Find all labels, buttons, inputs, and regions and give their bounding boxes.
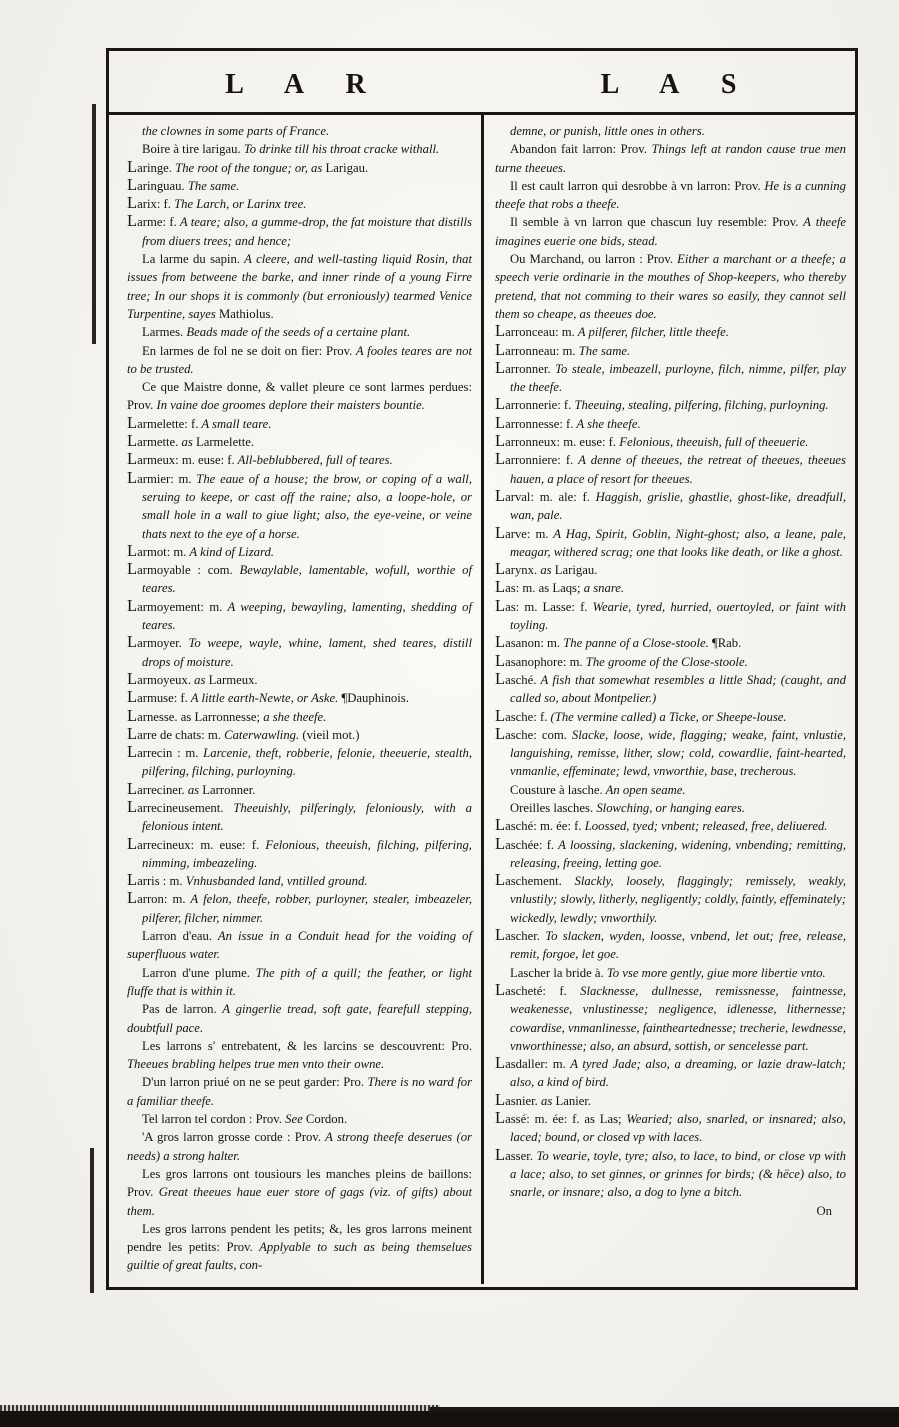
entry-gloss: A felon, theefe, robber, purloyner, stealer, imbeazeler, pilferer, filcher, nimmer. (142, 892, 472, 925)
dictionary-entry (127, 1000, 472, 1037)
entry-gloss: Slacke, loose, wide, flagging; weake, faint, vnlustie, languishing, remisse, lither, slow; cold, cowardlie, faint-hearted, vnmanlie, effeminate; lewd, vnworthie, base, trecherous. (510, 727, 846, 779)
dictionary-entry (127, 122, 472, 140)
dictionary-entry (127, 927, 472, 964)
entry-gloss: The same. (575, 343, 631, 358)
entry-gloss: A small teare. (198, 416, 272, 431)
entry-gloss: Bewaylable, lamentable, wofull, worthie of teares. (142, 563, 472, 596)
dictionary-entry (495, 177, 846, 214)
entry-gloss: Loossed, tyed; vnbent; released, free, deliuered. (581, 819, 828, 834)
entry-headword: Lasché. (495, 668, 537, 688)
entry-gloss: A fish that somewhat resembles a little Shad; (caught, and called so, about Montpelier.) (510, 672, 846, 706)
dictionary-entry (127, 213, 472, 250)
dictionary-entry (495, 595, 846, 635)
entry-headword: Larronneau: m. (495, 339, 576, 359)
entry-gloss: The root of the tongue; or, as (171, 160, 323, 175)
entry-gloss: A denne of theeues, the retreat of theeues, theeues hauen, a place of resort for theeues. (510, 453, 846, 486)
entry-headword: Abandon fait larron: Prov. (510, 142, 647, 157)
entry-gloss: A loossing, slackening, widening, vnbending; remitting, releasing, freeing, letting goe. (510, 837, 846, 870)
entry-gloss: To slacken, wyden, loosse, vnbend, let out; free, release, remit, forgoe, let goe. (510, 929, 846, 962)
entry-gloss: Wearied; also, snarled, or insnared; also, laced; bound, or closed vp with laces. (510, 1112, 846, 1145)
dictionary-entry (495, 964, 846, 982)
entry-headword: Las: m. as Laqs; (495, 577, 581, 597)
dictionary-entry (127, 467, 472, 543)
entry-headword: Las: m. Lasse: f. (495, 595, 588, 615)
entry-headword: Larmier: m. (127, 467, 192, 487)
entry-headword: Il semble à vn larron que chascun luy resemble: Prov. (510, 215, 799, 230)
entry-gloss: A gingerlie tread, soft gate, fearefull stepping, doubtfull pace. (127, 1002, 472, 1035)
entry-gloss: A Hag, Spirit, Goblin, Night-ghost; also, a leane, pale, meagar, withered scrag; one that looks like death, or like a ghost. (510, 526, 846, 559)
entry-headword: Laringe. (127, 156, 172, 176)
entry-headword: Larrecineux: m. euse: f. (127, 833, 260, 853)
dictionary-entry (495, 781, 846, 799)
entry-headword: Larmoyement: m. (127, 595, 223, 615)
dictionary-entry (127, 1165, 472, 1220)
entry-gloss: a she theefe. (260, 709, 327, 724)
entry-gloss: The Larch, or Larinx tree. (170, 197, 307, 212)
entry-headword: Lasnier. (495, 1089, 538, 1109)
dictionary-entry (127, 723, 472, 744)
entry-gloss: Great theeues haue euer store of gags (viz. of gifts) about them. (127, 1185, 472, 1218)
dictionary-entry (127, 1037, 472, 1074)
entry-gloss: The pith of a quill; the feather, or light fluffe that is within it. (127, 965, 472, 998)
entry-gloss: Caterwawling. (220, 727, 300, 742)
running-header (109, 51, 855, 115)
entry-gloss: An issue in a Conduit head for the voiding of superfluous water. (127, 929, 473, 962)
entry-gloss: To vse more gently, giue more libertie vnto. (603, 965, 826, 980)
dictionary-entry (127, 744, 472, 781)
scan-edge-artifact-bottom (90, 1148, 94, 1293)
dictionary-entry (495, 650, 846, 671)
entry-headword: Il est cault larron qui desrobbe à vn larron: Prov. (510, 178, 761, 193)
entry-gloss: There is no ward for a familiar theefe. (127, 1075, 473, 1108)
entry-headword: Larix: f. (127, 193, 171, 213)
entry-gloss: Vnhusbanded land, vntilled ground. (182, 874, 368, 889)
dictionary-entry (495, 213, 846, 250)
entry-headword: En larmes de fol ne se doit on fier: Prov. (142, 343, 353, 358)
dictionary-entry (127, 140, 472, 158)
entry-gloss: as (191, 672, 206, 687)
entry-headword: Larme: f. (127, 211, 177, 231)
dictionary-entry (127, 378, 472, 415)
entry-gloss: A teare; also, a gumme-drop, the fat moisture that distills from diuers trees; and hence; (142, 215, 472, 248)
dictionary-entry (127, 451, 472, 469)
entry-gloss: A theefe imagines euerie one bids, stead. (495, 215, 846, 248)
entry-headword: Larronnerie: f. (495, 394, 572, 414)
column-left (109, 115, 481, 1284)
entry-gloss: The eaue of a house; the brow, or coping of a wall, seruing to keepe, or cast off the raine; also, a loope-hole, or small hole in a wall to giue light; also, the eye-veine, or veine thats next to the eye of a horse. (142, 471, 472, 541)
dictionary-entry (495, 833, 846, 873)
entry-headword: Larve: m. (495, 522, 549, 542)
entry-tail: ¶Rab. (708, 636, 742, 651)
entry-headword: Larmoyer. (127, 632, 182, 652)
entry-headword: Lasser. (495, 1144, 533, 1164)
dictionary-entry (495, 668, 846, 708)
entry-headword: Lascher. (495, 925, 540, 945)
entry-headword: Tel larron tel cordon : Prov. (142, 1112, 282, 1127)
entry-headword: Larreciner. (127, 778, 185, 798)
entry-headword: Larronniere: f. (495, 449, 574, 469)
dictionary-entry (495, 140, 846, 177)
dictionary-entry (127, 561, 472, 598)
entry-gloss: A pilferer, filcher, little theefe. (574, 325, 729, 340)
dictionary-entry (495, 705, 846, 726)
dictionary-entry (495, 579, 846, 597)
dictionary-entry (495, 1089, 846, 1110)
entry-headword: Larrecineusement. (127, 796, 224, 816)
scan-bottom-band (0, 1411, 899, 1427)
text-columns (109, 115, 855, 1284)
entry-headword: Larronnesse: f. (495, 412, 574, 432)
dictionary-entry (495, 357, 846, 397)
entry-gloss: The groome of the Close-stoole. (582, 654, 748, 669)
dictionary-entry (495, 1110, 846, 1147)
dictionary-entry (127, 342, 472, 379)
entry-gloss: A weeping, bewayling, lamenting, shedding of teares. (142, 599, 472, 633)
dictionary-entry (127, 1110, 472, 1128)
entry-headword: Larmot: m. (127, 540, 187, 560)
dictionary-entry (127, 890, 472, 927)
dictionary-entry (127, 156, 472, 177)
entry-headword: Larmuse: f. (127, 687, 188, 707)
scan-edge-artifact-top (92, 104, 96, 344)
entry-gloss: Haggish, grislie, ghastlie, ghost-like, dreadfull, wan, pale. (510, 489, 846, 523)
entry-gloss: the clownes in some parts of France. (142, 124, 330, 138)
entry-headword: Lascheté: f. (495, 979, 567, 999)
dictionary-entry (495, 1144, 846, 1202)
dictionary-entry (495, 1055, 846, 1092)
dictionary-entry (495, 396, 846, 414)
entry-headword: Cousture à lasche. (510, 782, 603, 797)
dictionary-entry (127, 964, 472, 1001)
entry-tail: Lanier. (552, 1093, 592, 1108)
entry-gloss: Slackly, loosely, flaggingly; remissely, weakly, vnlustily; slowly, litherly, negligently; coldly, faintly, effeminately; wickedly, lewdly; vnworthily. (510, 874, 846, 925)
entry-headword: Lasche: com. (495, 723, 567, 743)
entry-headword: Larris : m. (127, 870, 183, 890)
entry-headword: Les larrons s' entrebatent, & les larcins se descouvrent: Pro. (142, 1038, 472, 1053)
entry-headword: La larme du sapin. (142, 252, 241, 267)
dictionary-entry (495, 872, 846, 927)
entry-headword: Larmes. (142, 325, 184, 340)
entry-gloss: Felonious, theeuish, full of theeuerie. (616, 435, 809, 450)
running-header-right: L A S (600, 68, 755, 100)
dictionary-entry (127, 705, 472, 726)
entry-gloss: Beads made of the seeds of a certaine plant. (183, 325, 411, 340)
dictionary-entry (127, 433, 472, 451)
entry-headword: Laringuau. (127, 174, 185, 194)
page-frame (106, 48, 858, 1290)
entry-gloss: Things left at randon cause true men turne theeues. (495, 142, 846, 175)
entry-headword: Lasché: m. ée: f. (495, 815, 582, 835)
entry-gloss: He is a cunning theefe that robs a theefe. (495, 178, 846, 212)
entry-headword: Larronneux: m. euse: f. (495, 431, 617, 451)
entry-gloss: A cleere, and well-tasting liquid Rosin, that issues from betweene the barke, and inner rinde of a young Firre tree; In our shops it is commonly (but erroniously) tearmed Venice Turpentine, sayes (127, 252, 472, 321)
entry-gloss: Slacknesse, dullnesse, remissnesse, faintnesse, weakenesse, vnlustinesse; negligence, idlenesse, lithernesse; cowardise, vnmanlinesse, faintheartednesse; trecherie, lewdnesse, vnworthinesse; also, an absurd, sottish, or sencelesse part. (510, 983, 846, 1053)
dictionary-entry (127, 872, 472, 890)
entry-tail: Larmeux. (205, 672, 258, 687)
entry-headword: Larval: m. ale: f. (495, 485, 590, 505)
entry-headword: Larynx. (495, 559, 538, 579)
dictionary-entry (127, 412, 472, 433)
entry-headword: Lasdaller: m. (495, 1053, 566, 1073)
entry-gloss: A strong theefe deserues (or needs) a strong halter. (127, 1130, 472, 1163)
dictionary-entry (495, 323, 846, 341)
dictionary-entry (127, 174, 472, 195)
entry-tail: Larigau. (322, 160, 369, 175)
entry-headword: Larron d'une plume. (142, 965, 250, 980)
entry-headword: Lassé: m. ée: f. as Las; (495, 1108, 622, 1128)
entry-headword: Les gros larrons pendent les petits; &, les gros larrons meinent pendre les petits: Prov. (127, 1221, 472, 1255)
entry-gloss: as (178, 435, 193, 450)
running-header-left: L A R (225, 68, 384, 100)
entry-gloss: Theeuishly, pilferingly, feloniously, with a felonious intent. (142, 800, 472, 834)
dictionary-entry (495, 451, 846, 488)
entry-gloss: Theeuing, stealing, pilfering, filching, purloyning. (571, 398, 829, 413)
entry-tail: Larronner. (199, 782, 256, 797)
entry-gloss: Either a marchant or a theefe; a speech verie ordinarie in the mouthes of Shop-keepers, who thereby pretend, that not comming to their wares so easily, they cannot sell them so cheape, as theeues doe. (495, 252, 847, 321)
dictionary-entry (127, 195, 472, 213)
entry-headword: Ou Marchand, ou larron : Prov. (510, 252, 674, 267)
dictionary-entry (127, 833, 472, 873)
entry-tail: Larigau. (551, 563, 598, 578)
entry-headword: D'un larron priué on ne se peut garder: Pro. (142, 1075, 364, 1090)
entry-gloss: A she theefe. (573, 416, 641, 431)
entry-headword: 'A gros larron grosse corde : Prov. (142, 1130, 322, 1145)
entry-gloss: a snare. (580, 581, 625, 596)
dictionary-entry (495, 979, 846, 1055)
dictionary-entry (127, 796, 472, 836)
entry-tail: Larmelette. (192, 435, 255, 450)
column-right (484, 115, 855, 1284)
dictionary-entry (127, 668, 472, 689)
dictionary-entry (495, 927, 846, 964)
dictionary-entry (495, 723, 846, 781)
entry-headword: Ce que Maistre donne, & vallet pleure ce sont larmes perdues: Prov. (127, 380, 472, 413)
entry-gloss: A fooles teares are not to be trusted. (127, 343, 472, 376)
entry-headword: Larmeux: m. euse: f. (127, 449, 235, 469)
entry-gloss: The same. (184, 178, 240, 193)
dictionary-entry (495, 122, 846, 140)
entry-headword: Lasanon: m. (495, 632, 561, 652)
entry-headword: Larrecin : m. (127, 742, 199, 762)
entry-gloss: Slowching, or hanging eares. (593, 800, 745, 815)
entry-headword: Pas de larron. (142, 1002, 217, 1017)
dictionary-entry (127, 250, 472, 323)
dictionary-entry (495, 561, 846, 579)
entry-headword: Lascher la bride à. (510, 965, 604, 980)
dictionary-entry (495, 250, 846, 323)
entry-gloss: Theeues brabling helpes true men vnto their owne. (127, 1057, 385, 1072)
entry-gloss: To weepe, wayle, whine, lament, shed teares, distill drops of moisture. (142, 636, 472, 669)
entry-tail: Mathiolus. (215, 306, 274, 321)
entry-gloss: The panne of a Close-stoole. (560, 636, 709, 651)
dictionary-entry (127, 1128, 472, 1165)
entry-tail: ¶Dauphinois. (338, 691, 409, 706)
entry-headword: Larron d'eau. (142, 929, 213, 944)
entry-gloss: All-beblubbered, full of teares. (234, 453, 393, 468)
entry-gloss: A little earth-Newte, or Aske. (187, 691, 339, 706)
dictionary-entry (495, 412, 846, 433)
dictionary-entry (127, 778, 472, 799)
entry-headword: Larronceau: m. (495, 321, 575, 341)
entry-headword: Larmette. (127, 431, 179, 451)
dictionary-entry (127, 1073, 472, 1110)
catchword: On (816, 1203, 832, 1218)
dictionary-entry (495, 817, 846, 835)
entry-headword: Les gros larrons ont tousiours les manches pleins de baillons: Prov. (127, 1166, 472, 1200)
entry-gloss: A kind of Lizard. (186, 544, 274, 559)
entry-headword: Lasche: f. (495, 705, 548, 725)
entry-gloss: demne, or punish, little ones in others. (510, 124, 705, 138)
dictionary-entry (495, 634, 846, 652)
entry-gloss: as (184, 782, 200, 797)
entry-gloss: Larcenie, theft, robberie, felonie, theeuerie, stealth, pilfering, filching, purloyning. (142, 746, 472, 779)
dictionary-entry (495, 522, 846, 562)
entry-headword: Larmelette: f. (127, 412, 199, 432)
entry-gloss: A tyred Jade; also, a dreaming, or lazie draw-latch; also, a kind of bird. (510, 1057, 846, 1090)
entry-headword: Larronner. (495, 357, 551, 377)
dictionary-entry (127, 323, 472, 341)
entry-headword: Oreilles lasches. (510, 800, 594, 815)
entry-gloss: as (537, 563, 552, 578)
entry-gloss: as (537, 1093, 553, 1108)
entry-gloss: See (281, 1112, 303, 1127)
entry-gloss: To steale, imbeazell, purloyne, filch, nimme, pilfer, play the theefe. (510, 361, 846, 395)
entry-headword: Boire à tire larigau. (142, 142, 241, 157)
dictionary-entry (127, 1220, 472, 1275)
entry-headword: Lasanophore: m. (495, 650, 583, 670)
dictionary-entry (127, 634, 472, 671)
dictionary-entry (127, 689, 472, 707)
dictionary-entry (495, 485, 846, 525)
entry-headword: Laschement. (495, 870, 562, 890)
dictionary-entry (127, 540, 472, 561)
dictionary-entry (495, 799, 846, 817)
entry-headword: Larmoyable : com. (127, 559, 233, 579)
dictionary-entry (127, 595, 472, 635)
entry-gloss: Wearie, tyred, hurried, ouertoyled, or faint with toyling. (510, 599, 846, 633)
entry-gloss: Felonious, theeuish, filching, pilfering, nimming, imbeazeling. (142, 837, 472, 870)
entry-gloss: In vaine doe groomes deplore their maisters bountie. (153, 398, 425, 413)
entry-headword: Larmoyeux. (127, 668, 191, 688)
dictionary-entry (495, 433, 846, 451)
entry-gloss: Applyable to such as being themselues guiltie of great faults, con- (127, 1240, 472, 1273)
entry-gloss: To wearie, toyle, tyre; also, to lace, to bind, or close vp with a lace; also, to set ginnes, or grinnes for birds; (& hëce) also, to snarle, or insnare; also, a dog to lyne a bitch. (510, 1148, 846, 1200)
entry-tail: Cordon. (302, 1112, 348, 1127)
entry-gloss: An open seame. (602, 782, 686, 797)
entry-headword: Larron: m. (127, 888, 186, 908)
entry-headword: Laschée: f. (495, 833, 555, 853)
dictionary-entry (495, 339, 846, 360)
entry-headword: Larre de chats: m. (127, 723, 221, 743)
entry-gloss: To drinke till his throat cracke withall. (240, 142, 440, 157)
entry-tail: (vieil mot.) (299, 727, 360, 742)
entry-headword: Larnesse. as Larronnesse; (127, 705, 261, 725)
entry-gloss: (The vermine called) a Ticke, or Sheepe-louse. (547, 709, 787, 724)
